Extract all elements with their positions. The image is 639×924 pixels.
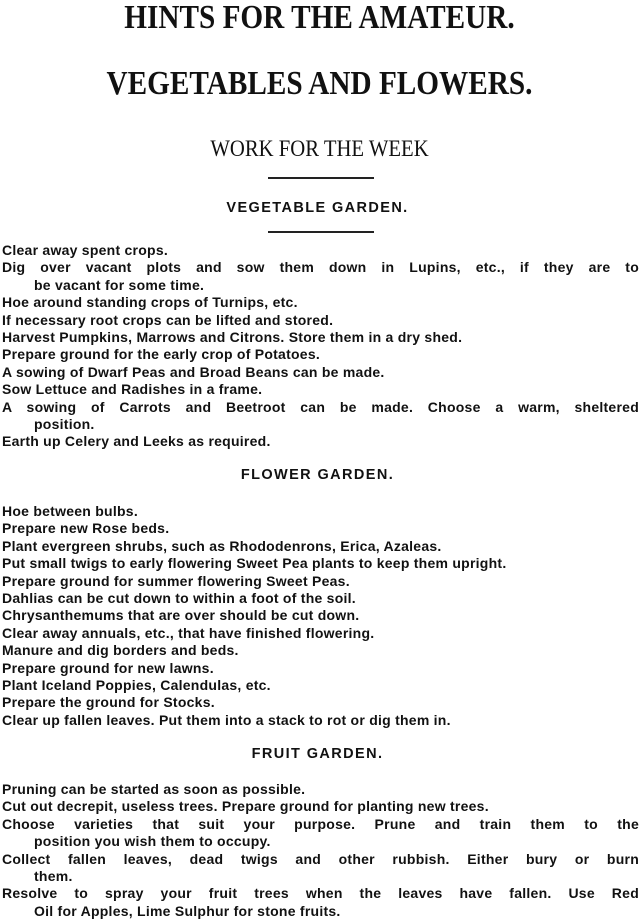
list-item-text: Choose varieties that suit your purpose. Prune and train them to the (2, 815, 639, 832)
vegetable-garden-heading: VEGETABLE GARDEN. (226, 200, 409, 216)
subheading-work-for-week: WORK FOR THE WEEK (210, 136, 429, 161)
list-item: Harvest Pumpkins, Marrows and Citrons. Store them in a dry shed. (2, 329, 463, 346)
list-item-text: them. (34, 868, 73, 885)
list-item-continuation (2, 868, 639, 885)
list-item-continuation (2, 416, 639, 433)
list-item: Pruning can be started as soon as possible. (2, 781, 306, 797)
headline-hints: HINTS FOR THE AMATEUR. (124, 0, 515, 36)
list-item: Dahlias can be cut down to within a foot of the soil. (2, 590, 356, 607)
list-item (2, 885, 639, 902)
list-item: Plant Iceland Poppies, Calendulas, etc. (2, 677, 271, 694)
list-item: Chrysanthemums that are over should be cut down. (2, 607, 360, 624)
list-item: Plant evergreen shrubs, such as Rhododenrons, Erica, Azaleas. (2, 537, 442, 554)
flower-garden-heading: FLOWER GARDEN. (240, 467, 395, 483)
list-item-continuation (2, 277, 639, 294)
list-item (2, 259, 639, 276)
fruit-garden-heading: FRUIT GARDEN. (251, 746, 384, 762)
fruit-garden-list (2, 781, 639, 920)
headline-vegetables-flowers: VEGETABLES AND FLOWERS. (106, 65, 533, 102)
list-item: If necessary root crops can be lifted and stored. (2, 311, 334, 328)
list-item: Prepare ground for summer flowering Sweet Peas. (2, 572, 350, 589)
list-item-text: be vacant for some time. (34, 276, 205, 293)
list-item: Put small twigs to early flowering Sweet Pea plants to keep them upright. (2, 555, 507, 572)
list-item-text: position you wish them to occupy. (34, 833, 271, 850)
list-item: Manure and dig borders and beds. (2, 642, 239, 659)
list-item: Prepare the ground for Stocks. (2, 694, 215, 711)
list-item: Sow Lettuce and Radishes in a frame. (2, 381, 263, 398)
divider-rule (268, 231, 374, 233)
list-item: Prepare ground for the early crop of Potatoes. (2, 346, 321, 363)
list-item-continuation (2, 903, 639, 920)
list-item-text: Dig over vacant plots and sow them down in Lupins, etc., if they are to (2, 259, 639, 276)
list-item: Hoe around standing crops of Turnips, etc. (2, 294, 298, 311)
list-item: Clear away spent crops. (2, 242, 169, 258)
list-item-text: A sowing of Carrots and Beetroot can be made. Choose a warm, sheltered (2, 398, 639, 415)
list-item (2, 851, 639, 868)
list-item: Cut out decrepit, useless trees. Prepare ground for planting new trees. (2, 798, 489, 815)
list-item: Hoe between bulbs. (2, 503, 138, 519)
list-item-continuation (2, 833, 639, 850)
list-item: Clear up fallen leaves. Put them into a stack to rot or dig them in. (2, 711, 451, 728)
list-item (2, 816, 639, 833)
list-item: Prepare ground for new lawns. (2, 659, 214, 676)
flower-garden-list (2, 503, 639, 729)
list-item: Prepare new Rose beds. (2, 520, 170, 537)
list-item: A sowing of Dwarf Peas and Broad Beans can be made. (2, 363, 385, 380)
divider-rule (268, 177, 374, 179)
vegetable-garden-list (2, 242, 639, 451)
list-item-text: Oil for Apples, Lime Sulphur for stone fruits. (34, 902, 341, 919)
list-item-text: position. (34, 416, 95, 433)
list-item (2, 399, 639, 416)
list-item: Clear away annuals, etc., that have finished flowering. (2, 624, 375, 641)
list-item: Earth up Celery and Leeks as required. (2, 433, 271, 450)
list-item-text: Resolve to spray your fruit trees when the leaves have fallen. Use Red (2, 885, 639, 902)
list-item-text: Collect fallen leaves, dead twigs and other rubbish. Either bury or burn (2, 850, 639, 867)
